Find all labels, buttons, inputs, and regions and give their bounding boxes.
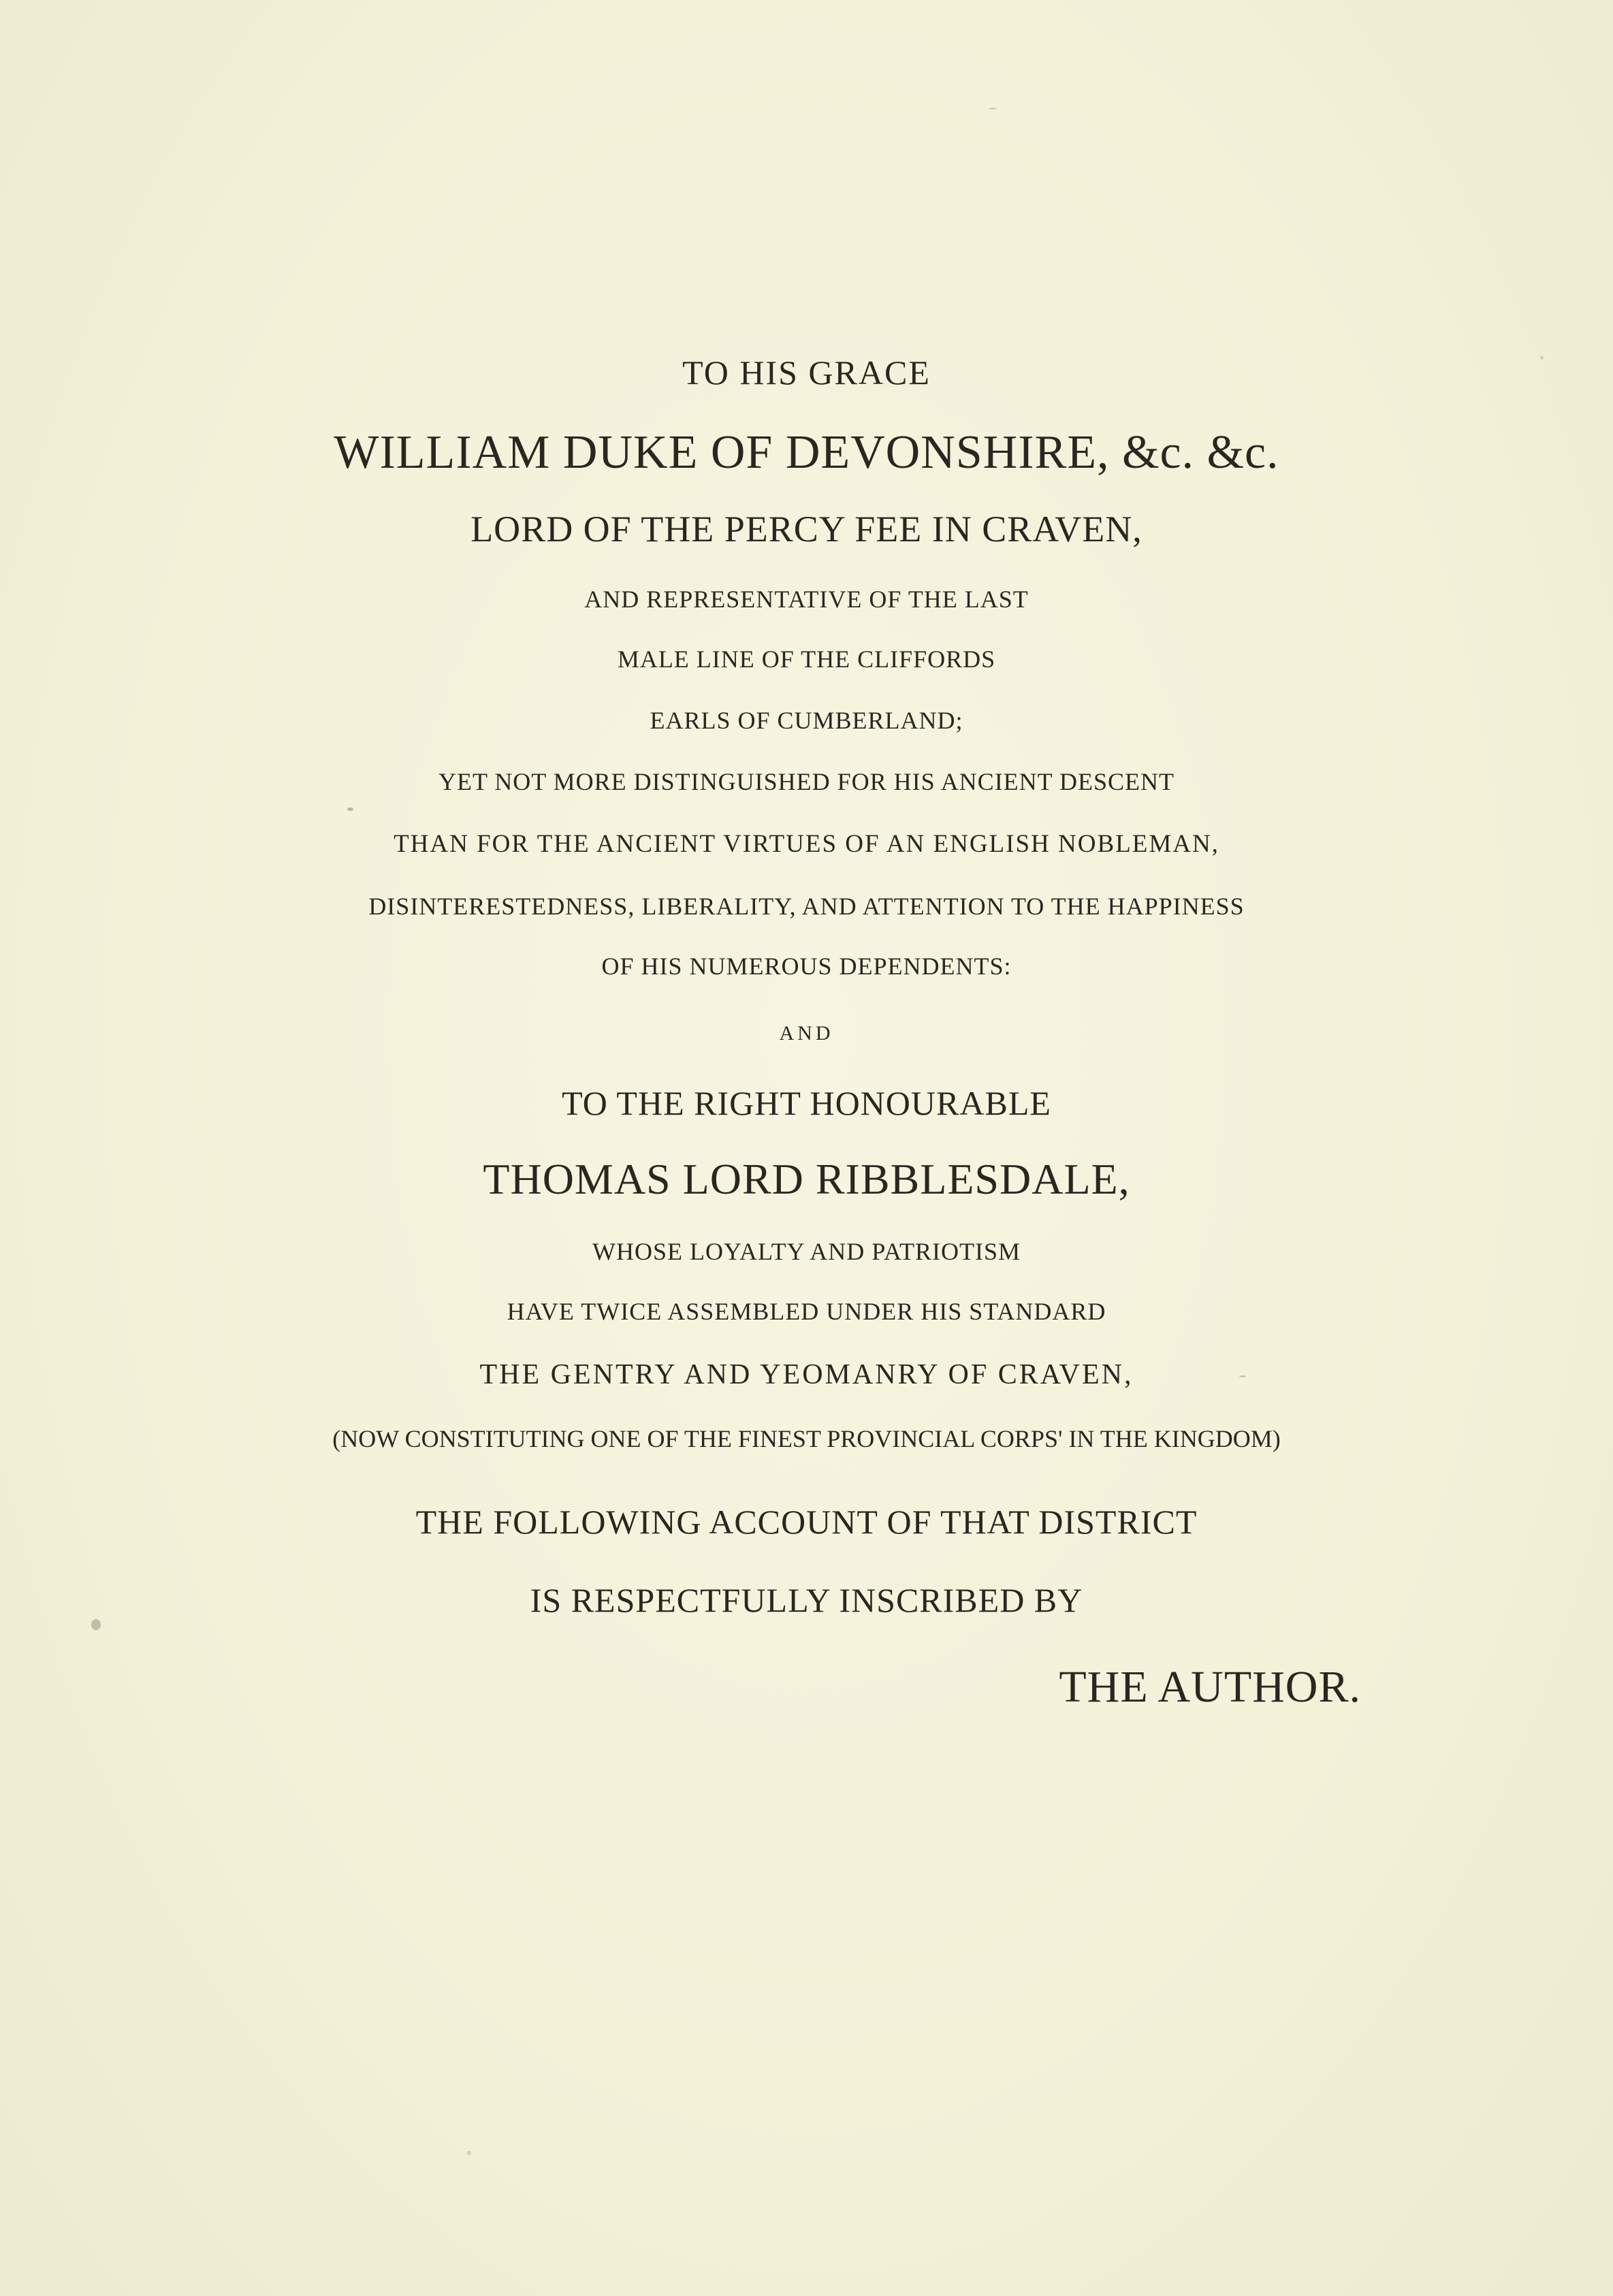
dedication-line-representative: AND REPRESENTATIVE OF THE LAST	[584, 586, 1029, 613]
dedication-line-descent: YET NOT MORE DISTINGUISHED FOR HIS ANCIENT DESCENT	[438, 768, 1175, 795]
dedication-line-standard: HAVE TWICE ASSEMBLED UNDER HIS STANDARD	[507, 1298, 1106, 1325]
paper-speck	[1540, 356, 1544, 360]
paper-speck	[91, 1619, 101, 1630]
dedication-line-account: THE FOLLOWING ACCOUNT OF THAT DISTRICT	[415, 1503, 1198, 1541]
dedication-line-inscribed: IS RESPECTFULLY INSCRIBED BY	[530, 1581, 1083, 1619]
paper-speck	[347, 808, 353, 811]
dedication-line-gentry: THE GENTRY AND YEOMANRY OF CRAVEN,	[479, 1359, 1134, 1390]
dedication-line-virtues: THAN FOR THE ANCIENT VIRTUES OF AN ENGLISH NOBLEMAN,	[394, 830, 1219, 858]
dedication-line-liberality: DISINTERESTEDNESS, LIBERALITY, AND ATTENTION TO THE HAPPINESS	[368, 893, 1245, 920]
paper-speck	[467, 2151, 471, 2155]
dedication-line-corps: (NOW CONSTITUTING ONE OF THE FINEST PROVINCIAL CORPS' IN THE KINGDOM)	[332, 1425, 1281, 1452]
dedication-line-loyalty: WHOSE LOYALTY AND PATRIOTISM	[592, 1238, 1021, 1265]
dedication-line-cliffords: MALE LINE OF THE CLIFFORDS	[617, 645, 996, 673]
dedication-second-salutation: TO THE RIGHT HONOURABLE	[562, 1084, 1051, 1122]
dedicatee-title-percy-fee: LORD OF THE PERCY FEE IN CRAVEN,	[470, 509, 1143, 549]
paper-speck	[989, 108, 997, 110]
dedication-conjunction: AND	[779, 1022, 834, 1045]
dedicatee-name-ribblesdale: THOMAS LORD RIBBLESDALE,	[483, 1155, 1130, 1203]
dedication-line-dependents: OF HIS NUMEROUS DEPENDENTS:	[601, 953, 1012, 980]
dedicatee-name-devonshire: WILLIAM DUKE OF DEVONSHIRE, &c. &c.	[334, 426, 1279, 479]
dedication-line-earls: EARLS OF CUMBERLAND;	[650, 707, 963, 734]
paper-speck	[1239, 1375, 1246, 1377]
dedication-signature: THE AUTHOR.	[1059, 1662, 1361, 1712]
dedication-salutation: TO HIS GRACE	[682, 353, 931, 392]
